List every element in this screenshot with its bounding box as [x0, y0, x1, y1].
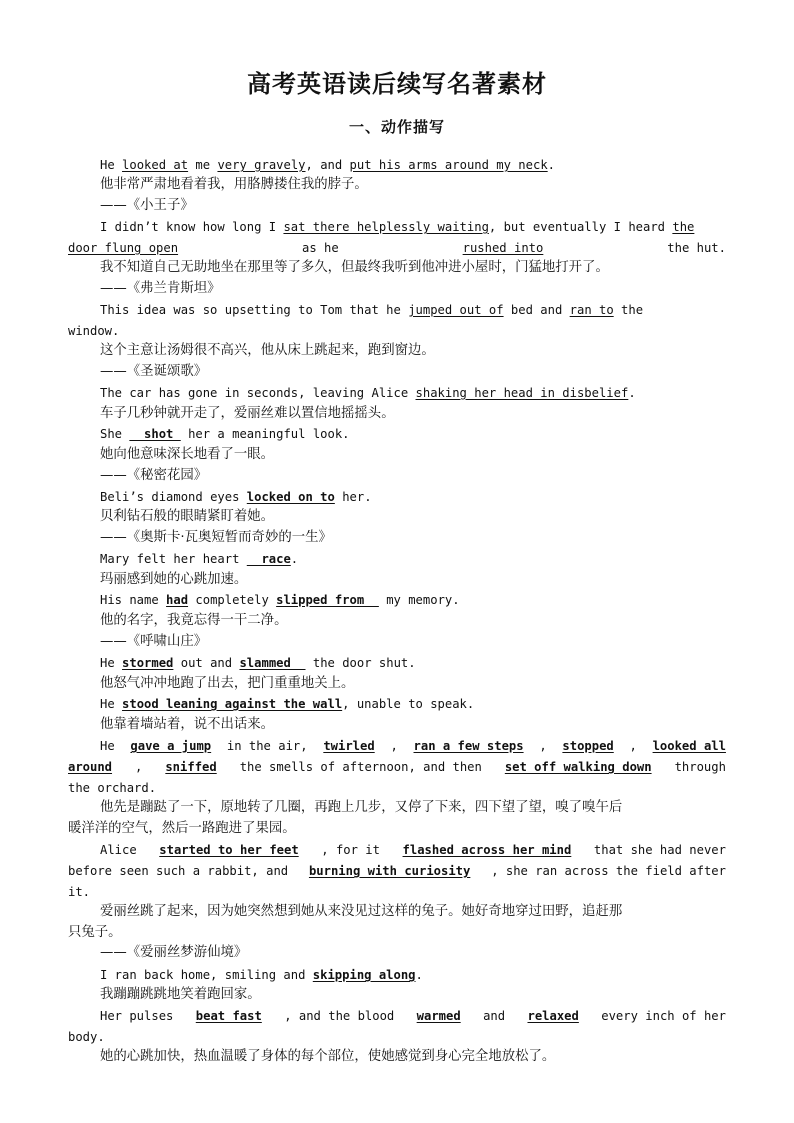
sentence-fragment: ,: [539, 739, 547, 753]
sentence-fragment: the smells of afternoon, and then: [239, 760, 482, 774]
highlighted-phrase: locked on to: [246, 490, 335, 504]
english-example-line: [68, 1006, 726, 1027]
highlighted-phrase: slipped from: [276, 593, 379, 607]
highlighted-phrase: race: [246, 552, 291, 566]
sentence-fragment: .: [547, 158, 556, 172]
sentence-fragment: out and: [180, 656, 233, 670]
highlighted-phrase: ran to: [569, 303, 614, 317]
english-example-line: [68, 965, 726, 986]
highlighted-phrase: started to her feet: [159, 843, 299, 857]
highlighted-phrase: very gravely: [217, 158, 306, 172]
sentence-fragment: ,: [135, 760, 143, 774]
sentence-fragment: and: [483, 1009, 506, 1023]
sentence-fragment: Beli’s: [100, 490, 145, 504]
english-example-line: [68, 549, 726, 570]
sentence-fragment: He: [100, 158, 115, 172]
english-example-line: [68, 861, 726, 882]
sentence-fragment: completely: [195, 593, 269, 607]
highlighted-phrase: door flung open: [68, 241, 179, 255]
highlighted-phrase: rushed into: [462, 241, 544, 255]
highlighted-phrase: skipping along: [312, 968, 416, 982]
source-citation: ——《小王子》: [100, 198, 194, 213]
sentence-fragment: ,: [390, 739, 398, 753]
source-citation: ——《奥斯卡·瓦奥短暂而奇妙的一生》: [100, 530, 332, 545]
chinese-translation-line: 他先是蹦跶了一下，原地转了几圈，再跑上几步，又停了下来，四下望了望，嗅了嗅午后: [100, 800, 623, 815]
english-example-line: body.: [68, 1030, 105, 1044]
highlighted-phrase: burning with curiosity: [308, 864, 471, 878]
english-example-line: [68, 238, 726, 259]
sentence-fragment: The car has gone in seconds, leaving Alice: [100, 386, 409, 400]
sentence-fragment: , she ran across the field after: [491, 864, 726, 878]
english-example-line: [68, 653, 726, 674]
english-example-line: [68, 424, 726, 445]
highlighted-phrase: put his arms around my neck: [349, 158, 548, 172]
chinese-translation-line: 爱丽丝跳了起来，因为她突然想到她从来没见过这样的兔子。她好奇地穿过田野，追赶那: [100, 904, 623, 919]
source-citation: ——《呼啸山庄》: [100, 634, 208, 649]
highlighted-phrase: shaking her head in disbelief: [415, 386, 629, 400]
highlighted-phrase: twirled: [323, 739, 375, 753]
highlighted-phrase: sat there helplessly waiting: [283, 220, 489, 234]
highlighted-phrase: flashed across her mind: [402, 843, 572, 857]
source-citation: ——《弗兰肯斯坦》: [100, 281, 221, 296]
english-example-line: window.: [68, 324, 120, 338]
highlighted-phrase: ran a few steps: [413, 739, 524, 753]
english-example-line: [68, 383, 726, 404]
source-citation: ——《爱丽丝梦游仙境》: [100, 945, 248, 960]
highlighted-phrase: stopped: [562, 739, 614, 753]
source-citation: ——《圣诞颂歌》: [100, 364, 208, 379]
highlighted-phrase: stormed: [122, 656, 174, 670]
highlighted-phrase: sniffed: [165, 760, 217, 774]
highlighted-phrase: jumped out of: [408, 303, 504, 317]
sentence-fragment: I ran back home, smiling and: [100, 968, 306, 982]
sentence-fragment: the hut.: [667, 241, 726, 255]
highlighted-phrase: shot: [129, 427, 181, 441]
highlighted-phrase: looked all: [652, 739, 726, 753]
sentence-fragment: bed and: [510, 303, 563, 317]
chinese-translation-line: 我蹦蹦跳跳地笑着跑回家。: [100, 987, 261, 1002]
page-title: 高考英语读后续写名著素材: [247, 70, 547, 98]
sentence-fragment: my memory.: [386, 593, 460, 607]
english-example-line: [68, 840, 726, 861]
chinese-translation-line: 他的名字，我竟忘得一干二净。: [100, 613, 288, 628]
sentence-fragment: before seen such a rabbit, and: [68, 864, 289, 878]
sentence-fragment: in the air,: [226, 739, 308, 753]
sentence-fragment: .: [415, 968, 423, 982]
sentence-fragment: me: [195, 158, 211, 172]
chinese-translation-line: 他靠着墙站着，说不出话来。: [100, 717, 275, 732]
highlighted-phrase: warmed: [416, 1009, 461, 1023]
highlighted-phrase: gave a jump: [130, 739, 212, 753]
sentence-fragment: He: [100, 697, 115, 711]
sentence-fragment: through: [674, 760, 726, 774]
sentence-fragment: , and the blood: [284, 1009, 395, 1023]
english-example-line: [68, 694, 726, 715]
sentence-fragment: , but eventually I heard: [488, 220, 666, 234]
sentence-fragment: her a meaningful look.: [188, 427, 350, 441]
chinese-translation-line: 他怒气冲冲地跑了出去，把门重重地关上。: [100, 676, 355, 691]
sentence-fragment: the door shut.: [312, 656, 416, 670]
chinese-translation-line: 贝利钻石般的眼睛紧盯着她。: [100, 509, 275, 524]
sentence-fragment: , and: [305, 158, 343, 172]
sentence-fragment: Her pulses: [100, 1009, 174, 1023]
sentence-fragment: She: [100, 427, 123, 441]
english-example-line: [68, 736, 726, 757]
highlighted-phrase: relaxed: [527, 1009, 579, 1023]
highlighted-phrase: the: [672, 220, 695, 234]
english-example-line: [68, 155, 726, 176]
english-example-line: [68, 487, 726, 508]
highlighted-phrase: beat fast: [195, 1009, 262, 1023]
sentence-fragment: her.: [342, 490, 372, 504]
sentence-fragment: Mary felt her heart: [100, 552, 240, 566]
sentence-fragment: as he: [302, 241, 339, 255]
sentence-fragment: He: [100, 656, 115, 670]
highlighted-phrase: looked at: [122, 158, 189, 172]
chinese-translation-line: 这个主意让汤姆很不高兴，他从床上跳起来，跑到窗边。: [100, 343, 435, 358]
sentence-fragment: This idea was so upsetting to Tom that he: [100, 303, 401, 317]
highlighted-phrase: set off walking down: [504, 760, 652, 774]
sentence-fragment: every inch of her: [601, 1009, 726, 1023]
chinese-translation-line: 玛丽感到她的心跳加速。: [100, 572, 248, 587]
english-example-line: [68, 757, 726, 778]
sentence-fragment: , for it: [321, 843, 380, 857]
english-example-line: [68, 217, 726, 238]
sentence-fragment: that she had never: [593, 843, 726, 857]
section-heading: 一、动作描写: [348, 118, 445, 136]
english-example-line: [68, 590, 726, 611]
chinese-translation-line: 他非常严肃地看着我，用胳膊搂住我的脖子。: [100, 177, 368, 192]
sentence-fragment: , unable to speak.: [342, 697, 475, 711]
chinese-translation-line: 暖洋洋的空气，然后一路跑进了果园。: [68, 821, 296, 836]
sentence-fragment: His name: [100, 593, 159, 607]
highlighted-phrase: had: [166, 593, 189, 607]
highlighted-phrase: stood leaning against the wall: [122, 697, 343, 711]
english-example-line: it.: [68, 885, 91, 899]
source-citation: ——《秘密花园》: [100, 468, 208, 483]
highlighted-phrase: around: [68, 760, 113, 774]
chinese-translation-line: 我不知道自己无助地坐在那里等了多久，但最终我听到他冲进小屋时，门猛地打开了。: [100, 260, 609, 275]
sentence-fragment: ,: [629, 739, 637, 753]
sentence-fragment: the: [621, 303, 644, 317]
english-example-line: [68, 300, 726, 321]
chinese-translation-line: 只兔子。: [68, 925, 122, 940]
english-example-line: the orchard.: [68, 781, 157, 795]
sentence-fragment: .: [628, 386, 636, 400]
chinese-translation-line: 她的心跳加快，热血温暖了身体的每个部位，使她感觉到身心完全地放松了。: [100, 1049, 556, 1064]
chinese-translation-line: 她向他意味深长地看了一眼。: [100, 447, 275, 462]
sentence-fragment: He: [100, 739, 115, 753]
highlighted-phrase: slammed: [239, 656, 306, 670]
sentence-fragment: I didn’t know how long I: [100, 220, 277, 234]
chinese-translation-line: 车子几秒钟就开走了，爱丽丝难以置信地摇摇头。: [100, 406, 395, 421]
sentence-fragment: Alice: [100, 843, 137, 857]
sentence-fragment: diamond eyes: [151, 490, 240, 504]
sentence-fragment: .: [290, 552, 299, 566]
